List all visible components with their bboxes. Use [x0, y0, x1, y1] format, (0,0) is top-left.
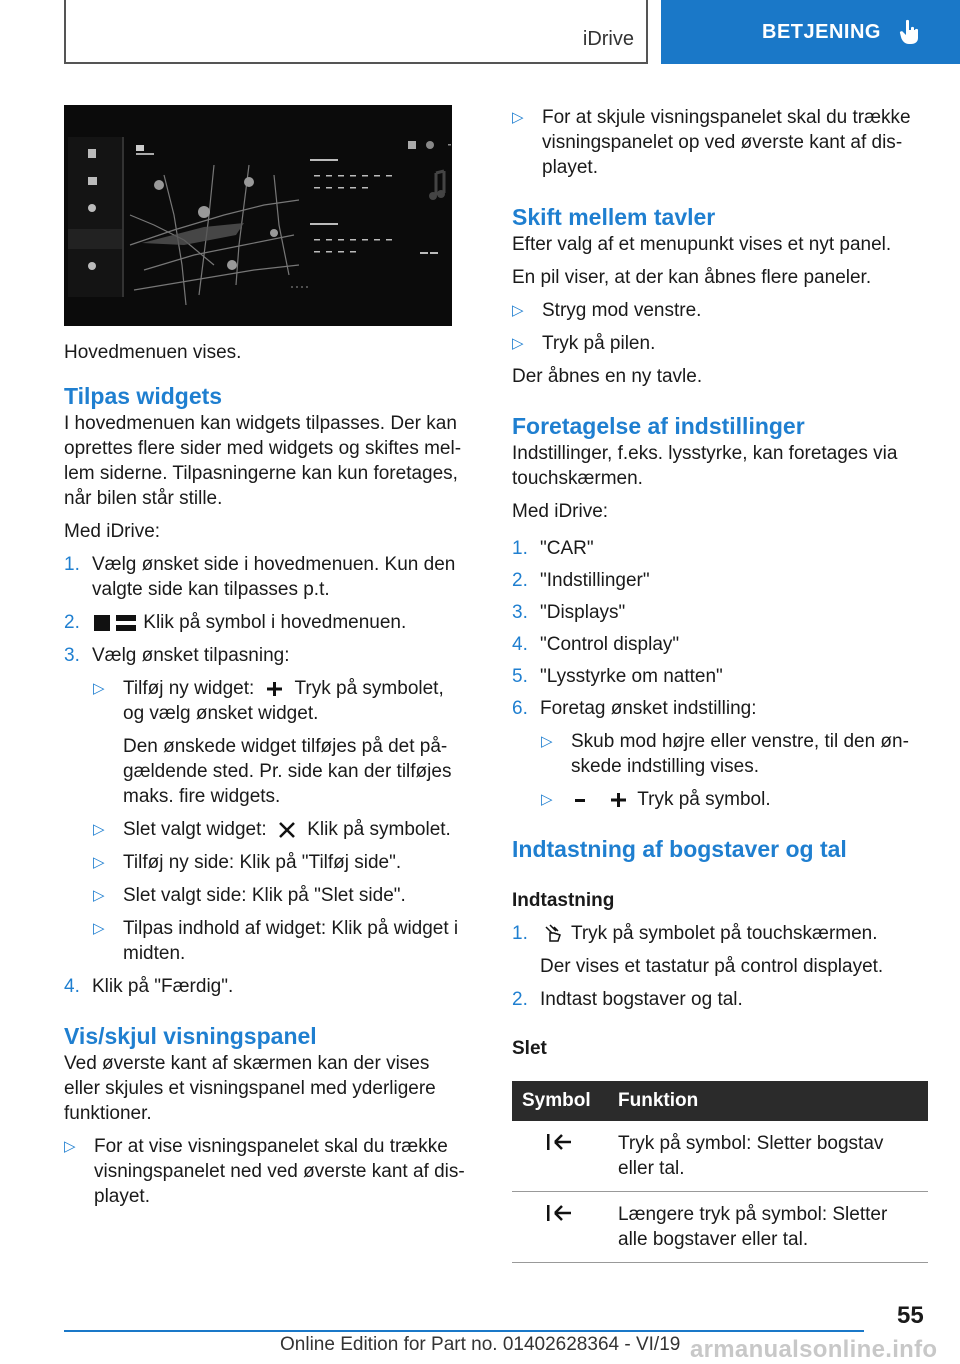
settings-step-5	[512, 664, 928, 689]
table-header-symbol: Symbol	[512, 1081, 608, 1121]
backspace-icon	[545, 1202, 575, 1224]
table-row	[512, 1121, 928, 1192]
panel-intro: Ved øverste kant af skærmen kan der vises eller skjules et visningspanel med yderligere funktioner.	[64, 1053, 436, 1124]
table-cell-symbol	[512, 1192, 608, 1263]
settings-step-3	[512, 600, 928, 625]
bullet-show-panel	[64, 1134, 468, 1209]
left-column	[64, 105, 468, 1209]
add-widget-note: Den ønskede widget tilføjes på det pågældende sted. Pr. side kan der tilføjes maks. fire widgets.	[123, 736, 452, 807]
step-text: "Lysstyrke om natten"	[540, 666, 723, 687]
heading-skift-tavler: Skift mellem tavler	[512, 204, 716, 230]
bullet-triangle-icon: ▷	[93, 680, 105, 697]
table-cell-symbol	[512, 1121, 608, 1192]
step-text: Klik på symbol i hovedmenuen.	[143, 612, 407, 633]
widgets-step-4	[64, 974, 468, 999]
switch-p3: Der åbnes en ny tavle.	[512, 366, 703, 387]
settings-p1: Indstillinger, f.eks. lysstyrke, kan foretages via touchskærmen.	[512, 443, 898, 489]
screenshot-caption: Hovedmenuen vises.	[64, 342, 242, 363]
idrive-main-menu-screenshot	[64, 105, 452, 326]
plus-icon	[260, 680, 290, 698]
bullet-text: For at skjule visningspanelet skal du trække visningspanelet op ved øverste kant af displayet.	[542, 107, 911, 178]
header-section-title: iDrive	[582, 28, 634, 50]
switch-p2: En pil viser, at der kan åbnes flere paneler.	[512, 267, 872, 288]
bullet-text: For at vise visningspanelet skal du trække visningspanelet ned ved øverste kant af displayet.	[94, 1136, 465, 1207]
widgets-step-1	[64, 552, 468, 602]
bullet-text: Tilføj ny widget:	[123, 678, 255, 699]
switch-p1: Efter valg af et menupunkt vises et nyt panel.	[512, 234, 892, 255]
minus-icon	[571, 791, 601, 809]
settings-step-6	[512, 696, 928, 721]
step-text: "Indstillinger"	[540, 570, 650, 591]
header-chapter-tab	[661, 0, 960, 64]
heading-indstillinger: Foretagelse af indstillinger	[512, 413, 805, 439]
bullet-triangle-icon: ▷	[512, 109, 524, 126]
input-step-2	[512, 987, 928, 1012]
header-frame	[64, 0, 648, 64]
table-cell-function: Tryk på symbol: Sletter bogstav eller tal.	[608, 1121, 928, 1192]
sub-bullet-delete-widget	[93, 817, 468, 842]
bullet-triangle-icon: ▷	[64, 1138, 76, 1155]
bullet-text: Stryg mod venstre.	[542, 300, 702, 321]
watermark: armanualsonline.info	[690, 1336, 938, 1363]
bullet-slide	[541, 729, 928, 779]
bullet-text-cont: Tryk på symbolet, og vælg ønsket widget.	[123, 678, 444, 724]
bullet-text: Slet valgt side: Klik på "Slet side".	[123, 885, 406, 906]
step-number: 3.	[512, 602, 528, 623]
step-number: 2.	[512, 570, 528, 591]
step-text: Klik på "Færdig".	[92, 976, 234, 997]
settings-step-2	[512, 568, 928, 593]
step-number: 4.	[512, 634, 528, 655]
settings-step-4	[512, 632, 928, 657]
bullet-triangle-icon: ▷	[541, 791, 553, 808]
bullet-tap-arrow	[512, 331, 928, 356]
sub-bullet-widget-content	[93, 916, 468, 966]
bullet-triangle-icon: ▷	[541, 733, 553, 750]
sub-bullet-add-page	[93, 850, 468, 875]
step-number: 4.	[64, 976, 80, 997]
page-number: 55	[897, 1302, 924, 1329]
sub-bullet-delete-page	[93, 883, 468, 908]
step-text: Foretag ønsket indstilling:	[540, 698, 757, 719]
input-step-1-note: Der vises et tastatur på control displayet.	[540, 956, 884, 977]
step-text: "Displays"	[540, 602, 626, 623]
subheading-slet: Slet	[512, 1038, 547, 1059]
bullet-triangle-icon: ▷	[93, 821, 105, 838]
bullet-text: Skub mod højre eller venstre, til den ønskede indstilling vises.	[571, 731, 909, 777]
bullet-triangle-icon: ▷	[93, 887, 105, 904]
chapter-title: BETJENING	[762, 20, 881, 43]
plus-icon	[606, 791, 632, 809]
table-cell-function: Længere tryk på symbol: Sletter alle bogstaver eller tal.	[608, 1192, 928, 1263]
step-number: 2.	[64, 612, 80, 633]
step-number: 3.	[64, 645, 80, 666]
widget-layout-icon	[92, 613, 138, 633]
step-number: 1.	[64, 554, 80, 575]
footer-edition: Online Edition for Part no. 01402628364 - VI/19	[280, 1334, 681, 1355]
heading-vis-skjul: Vis/skjul visningspanel	[64, 1023, 317, 1049]
bullet-text: Tryk på symbol.	[637, 789, 771, 810]
heading-tilpas-widgets: Tilpas widgets	[64, 383, 223, 409]
step-number: 2.	[512, 989, 528, 1010]
bullet-text-cont: Klik på symbolet.	[307, 819, 451, 840]
step-text: "CAR"	[540, 538, 594, 559]
heading-indtastning: Indtastning af bogstaver og tal	[512, 836, 847, 862]
step-number: 6.	[512, 698, 528, 719]
backspace-icon	[545, 1131, 575, 1153]
step-number: 5.	[512, 666, 528, 687]
step-text: Vælg ønsket side i hovedmenuen. Kun den valgte side kan tilpasses p.t.	[92, 554, 456, 600]
settings-med-idrive: Med iDrive:	[512, 501, 609, 522]
sub-bullet-add-widget	[93, 676, 468, 726]
delete-symbol-table	[512, 1081, 928, 1263]
keyboard-touch-icon	[540, 923, 566, 945]
step-text: "Control display"	[540, 634, 680, 655]
table-row	[512, 1192, 928, 1263]
settings-step-1	[512, 536, 928, 561]
close-icon	[272, 821, 302, 839]
right-column	[512, 105, 928, 1263]
step-number: 1.	[512, 538, 528, 559]
hand-pointer-icon	[899, 19, 921, 45]
bullet-triangle-icon: ▷	[512, 302, 524, 319]
subheading-indtastning: Indtastning	[512, 890, 615, 911]
bullet-text: Tryk på pilen.	[542, 333, 656, 354]
step-text: Indtast bogstaver og tal.	[540, 989, 743, 1010]
widgets-intro: I hovedmenuen kan widgets tilpasses. Der kan oprettes flere sider med widgets og skiftes mellem siderne. Tilpasningerne kan kun foretages, når bilen står stille.	[64, 413, 462, 509]
widgets-med-idrive: Med iDrive:	[64, 521, 161, 542]
input-step-1	[512, 921, 928, 946]
bullet-text: Slet valgt widget:	[123, 819, 267, 840]
step-text: Vælg ønsket tilpasning:	[92, 645, 290, 666]
bullet-triangle-icon: ▷	[93, 920, 105, 937]
step-text: Tryk på symbolet på touchskærmen.	[570, 923, 878, 944]
bullet-text: Tilføj ny side: Klik på "Tilføj side".	[123, 852, 402, 873]
bullet-triangle-icon: ▷	[93, 854, 105, 871]
bullet-text: Tilpas indhold af widget: Klik på widget i midten.	[123, 918, 459, 964]
main-menu-image	[64, 105, 452, 326]
step-number: 1.	[512, 923, 528, 944]
footer-divider	[64, 1330, 864, 1332]
widgets-step-3	[64, 643, 468, 668]
bullet-tap-symbol	[541, 787, 928, 812]
widgets-step-2	[64, 610, 468, 635]
table-header-function: Funktion	[608, 1081, 928, 1121]
bullet-triangle-icon: ▷	[512, 335, 524, 352]
bullet-hide-panel	[512, 105, 928, 180]
bullet-swipe-left	[512, 298, 928, 323]
